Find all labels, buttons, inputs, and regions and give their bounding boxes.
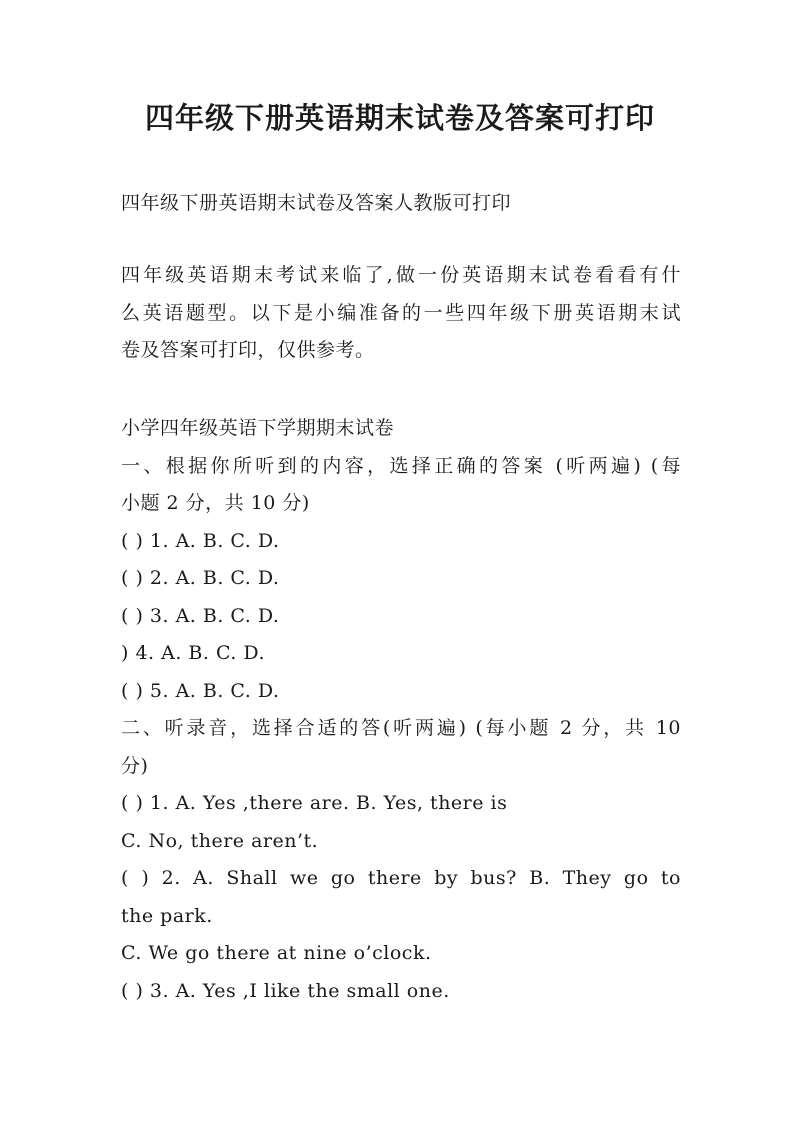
section-two-instruction-cont: 分) [121,754,149,777]
question-line: ) 4. A. B. C. D. [121,642,265,664]
question-line: ( ) 5. A. B. C. D. [121,679,280,702]
question-option-line: C. No, there aren’t. [121,829,319,852]
question-line: ( ) 3. A. B. C. D. [121,604,280,627]
document-subtitle [121,185,681,223]
question-line: ( ) 1. A. Yes ,there are. B. Yes, there is [121,792,508,814]
section-one-instruction-cont: 小题 2 分，共 10 分) [121,492,310,514]
intro-line: 卷及答案可打印，仅供参考。 [121,339,375,361]
question-line: ( ) 1. A. B. C. D. [121,529,280,552]
question-line: ( ) 3. A. Yes ,I like the small one. [121,979,450,1002]
intro-line: 四年级英语期末考试来临了,做一份英语期末试卷看看有什 [121,264,681,286]
question-option-line: C. We go there at nine o’clock. [121,942,432,964]
subtitle-line: 四年级下册英语期末试卷及答案人教版可打印 [121,192,512,214]
exam-body [121,410,681,1010]
question-line: ( ) 2. A. B. C. D. [121,567,280,589]
intro-paragraph [121,257,681,370]
intro-line: 么英语题型。以下是小编准备的一些四年级下册英语期末试 [121,301,681,324]
document-title: 四年级下册英语期末试卷及答案可打印 [144,101,655,135]
question-line: ( ) 2. A. Shall we go there by bus? B. They go to [121,867,681,889]
section-one-instruction: 一、根据你所听到的内容，选择正确的答案 (听两遍) (每 [121,454,681,477]
section-two-instruction: 二、听录音，选择合适的答(听两遍) (每小题 2 分，共 10 [121,717,681,739]
question-option-line: the park. [121,904,213,927]
exam-heading: 小学四年级英语下学期期末试卷 [121,417,395,439]
